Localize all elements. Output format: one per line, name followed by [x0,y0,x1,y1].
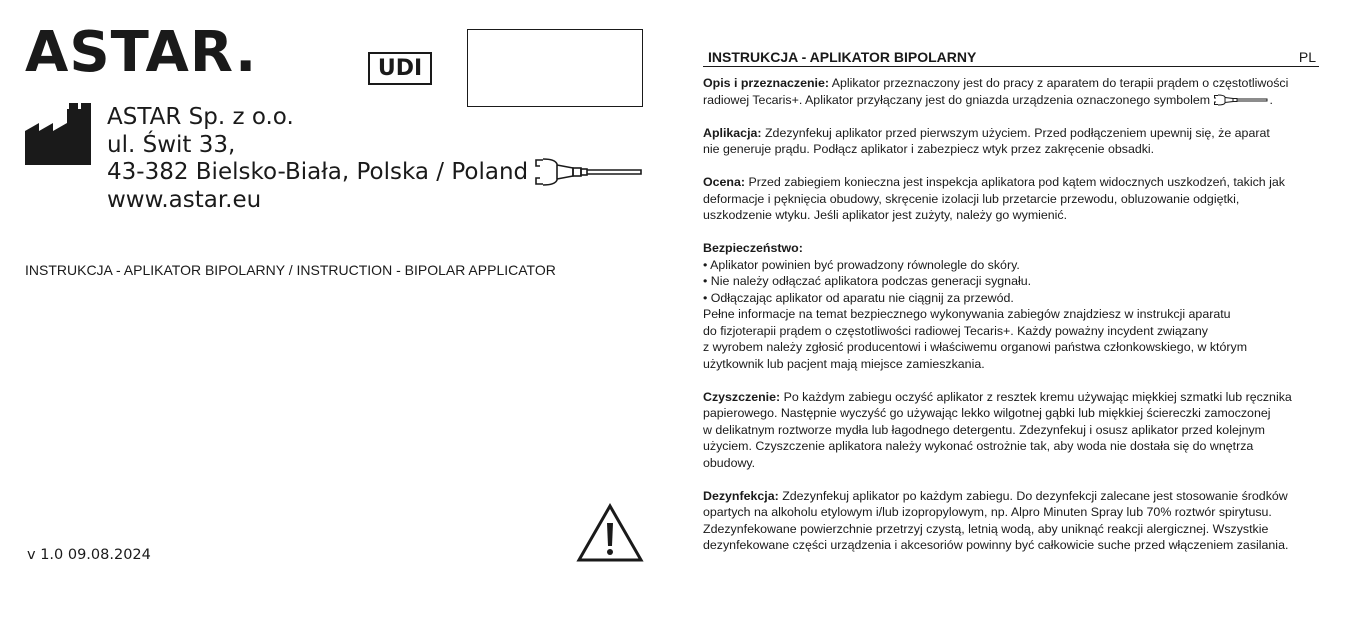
list-item: • Nie należy odłączać aplikatora podczas generacji sygnału. [703,274,1032,288]
section-text: Zdezynfekuj aplikator przed pierwszym użyciem. Przed podłączeniem upewnij się, że aparat [761,125,1270,140]
section-text: Po każdym zabiegu oczyść aplikator z resztek kremu używając miękkiej szmatki lub ręcznika [780,389,1292,404]
section-text: radiowej Tecaris+. Aplikator przyłączany jest do gniazda urządzenia oznaczonego symbolem [703,92,1211,107]
section-text: obudowy. [703,455,756,470]
section-heading: Aplikacja: [703,125,762,140]
section-text: użyciem. Czyszczenie aplikatora należy wykonać ostrożnie tak, aby woda nie dostała się do wnętrza [703,439,1254,453]
section-text: użytkownik lub pacjent mają miejsce zamieszkania. [703,356,985,371]
astar-logo: ASTAR. [25,20,258,85]
address-city: 43-382 Bielsko-Biała, Polska / Poland [107,159,529,185]
section-heading: Dezynfekcja: [703,488,779,503]
section-text: do fizjoterapii prądem o częstotliwości radiowej Tecaris+. Każdy poważny incydent związany [703,323,1208,338]
section-text: deformacje i pęknięcia obudowy, skręcenie izolacji lub przetarcie przewodu, obluzowanie odgiętki, [703,191,1240,206]
section-text: z wyrobem należy zgłosić producentowi i właściwemu organowi państwa członkowskiego, w którym [703,340,1248,354]
udi-label: UDI [368,52,432,85]
section-text: dezynfekowane części urządzenia i akcesoriów powinny być całkowicie suche przed włączeniem zasilania. [703,538,1289,552]
panel-header [703,48,1319,67]
section-ocena [703,174,1319,224]
address-street: ul. Świt 33, [107,131,236,158]
section-text: Aplikator przeznaczony jest do pracy z aparatem do terapii prądem o częstotliwości [829,76,1289,90]
section-aplikacja [703,125,1319,158]
section-heading: Ocena: [703,175,746,189]
section-text: Pełne informacje na temat bezpiecznego wykonywania zabiegów znajdziesz w instrukcji aparatu [703,307,1231,321]
section-text: papierowego. Następnie wyczyść go używając lekko wilgotnej gąbki lub miękkiej ściereczki zamoczonej [703,406,1271,420]
section-heading: Bezpieczeństwo: [703,241,803,255]
panel-title: INSTRUKCJA - APLIKATOR BIPOLARNY [708,49,977,65]
udi-code-box [467,29,643,107]
manufacturer-address [107,104,528,214]
section-text: nie generuje prądu. Podłącz aplikator i zabezpiecz wtyk przez zakręcenie obsadki. [703,142,1155,156]
section-text: w delikatnym roztworze mydła lub łagodnego detergentu. Zdezynfekuj i osusz aplikator przed kolejnym [703,422,1265,437]
language-code: PL [1298,49,1316,65]
instructions-body [703,75,1319,554]
connector-icon [1213,94,1269,106]
section-heading: Opis i przeznaczenie: [703,76,830,90]
list-item: • Aplikator powinien być prowadzony równolegle do skóry. [703,257,1020,272]
warning-icon [576,503,644,563]
section-text: . [1269,92,1273,107]
address-company: ASTAR Sp. z o.o. [107,104,294,130]
version-label: v 1.0 09.08.2024 [27,547,151,563]
section-heading: Czyszczenie: [703,389,781,404]
section-opis [703,75,1319,108]
section-text: Zdezynfekowane powierzchnie przetrzyj czystą, letnią wodą, aby uniknąć reakcji alergicznej. Wszystkie [703,521,1269,536]
section-czyszczenie [703,389,1319,472]
section-text: Przed zabiegiem konieczna jest inspekcja aplikatora pod kątem widocznych uszkodzeń, takich jak [745,175,1285,189]
instructions-panel [703,48,1319,570]
section-text: uszkodzenie wtyku. Jeśli aplikator jest zużyty, należy go wymienić. [703,208,1068,222]
section-bezpieczenstwo [703,240,1319,372]
factory-icon [25,103,93,165]
section-dezynfekcja [703,488,1319,554]
address-website: www.astar.eu [107,186,262,213]
connector-icon [533,156,643,188]
section-text: opartych na alkoholu etylowym i/lub izopropylowym, np. Alpro Minuten Spray lub 70% roztwór spirytusu. [703,505,1272,519]
list-item: • Odłączając aplikator od aparatu nie ciągnij za przewód. [703,290,1014,305]
section-text: Zdezynfekuj aplikator po każdym zabiegu. Do dezynfekcji zalecane jest stosowanie środków [778,488,1288,503]
document-title: INSTRUKCJA - APLIKATOR BIPOLARNY / INSTRUCTION - BIPOLAR APPLICATOR [25,262,556,278]
